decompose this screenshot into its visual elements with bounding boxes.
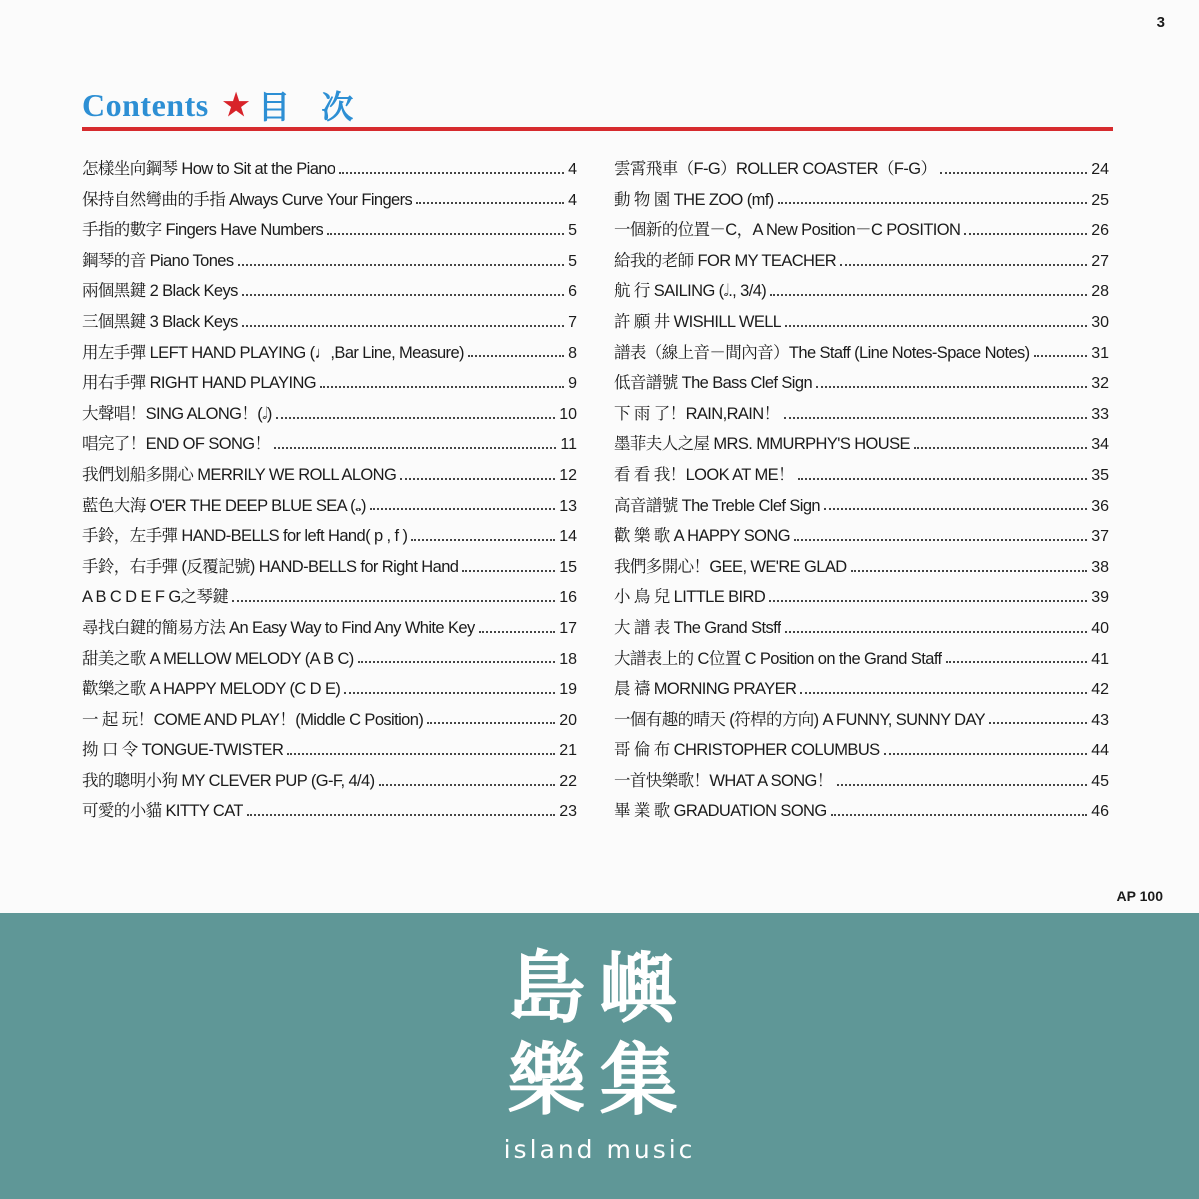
- toc-leader-dots: [800, 691, 1087, 694]
- toc-entry: [614, 797, 1109, 828]
- toc-entry-page: 42: [1091, 681, 1109, 699]
- toc-entry-title: 高音譜號 The Treble Clef Sign: [614, 496, 820, 515]
- toc-leader-dots: [247, 813, 555, 816]
- toc-leader-dots: [1034, 354, 1088, 357]
- toc-leader-dots: [238, 263, 565, 266]
- toc-leader-dots: [274, 446, 556, 449]
- toc-entry-page: 14: [559, 528, 577, 546]
- toc-entry-page: 34: [1091, 436, 1109, 454]
- toc-entry-page: 16: [559, 589, 577, 607]
- toc-leader-dots: [379, 783, 556, 786]
- toc-entry-title: 大 譜 表 The Grand Stsff: [614, 618, 781, 637]
- toc-entry-page: 31: [1091, 344, 1109, 362]
- toc-entry-title: 大聲唱！SING ALONG！(𝅗𝅥): [82, 404, 272, 423]
- toc-entry-title: 譜表（線上音－間內音）The Staff (Line Notes-Space Notes): [614, 343, 1030, 362]
- toc-entry-page: 30: [1091, 313, 1109, 331]
- toc-entry-page: 37: [1091, 528, 1109, 546]
- toc-entry: [82, 339, 577, 370]
- toc-entry: [82, 277, 577, 308]
- toc-entry-page: 32: [1091, 375, 1109, 393]
- toc-leader-dots: [339, 171, 564, 174]
- toc-entry: [82, 797, 577, 828]
- toc-entry-page: 44: [1091, 742, 1109, 760]
- toc-entry-page: 41: [1091, 650, 1109, 668]
- toc-entry-title: 航 行 SAILING (𝅗𝅥., 3/4): [614, 282, 767, 301]
- toc-entry: [614, 675, 1109, 706]
- toc-entry-title: 雲霄飛車（F-G）ROLLER COASTER（F-G）: [614, 160, 937, 178]
- toc-leader-dots: [769, 599, 1087, 602]
- toc-leader-dots: [851, 569, 1088, 572]
- page-number: 3: [1156, 14, 1165, 31]
- toc-leader-dots: [400, 477, 555, 480]
- brand-logo: [0, 943, 1199, 1127]
- toc-entry: [614, 736, 1109, 767]
- toc-leader-dots: [785, 630, 1087, 633]
- logo-line-2: 樂集: [507, 1036, 692, 1126]
- toc-entry-title: 用左手彈 LEFT HAND PLAYING (♩,Bar Line, Measure): [82, 343, 464, 362]
- toc-entry-page: 40: [1091, 619, 1109, 637]
- toc-entry: [82, 614, 577, 645]
- toc-entry: [82, 155, 577, 186]
- toc-entry: [614, 216, 1109, 247]
- toc-entry-page: 38: [1091, 558, 1109, 576]
- toc-entry: [82, 706, 577, 737]
- toc-entry: [614, 706, 1109, 737]
- toc-entry-title: 一個新的位置－C，A New Position－C POSITION: [614, 221, 961, 240]
- brand-tagline: island music: [503, 1135, 696, 1164]
- toc-leader-dots: [468, 354, 564, 357]
- toc-entry: [614, 583, 1109, 614]
- toc-entry: [614, 308, 1109, 339]
- toc-entry-title: 一 起 玩！COME AND PLAY！(Middle C Position): [82, 710, 424, 729]
- logo-line-1: 島嶼: [507, 944, 692, 1034]
- toc-leader-dots: [242, 324, 564, 327]
- toc-entry-page: 33: [1091, 405, 1109, 423]
- toc-entry-title: 鋼琴的音 Piano Tones: [82, 251, 234, 270]
- toc-entry-page: 35: [1091, 466, 1109, 484]
- toc-column-right: [614, 155, 1109, 828]
- toc-leader-dots: [884, 752, 1088, 755]
- toc-entry: [82, 216, 577, 247]
- toc-leader-dots: [914, 446, 1087, 449]
- toc-entry-page: 26: [1091, 222, 1109, 240]
- toc-entry-title: 小 鳥 兒 LITTLE BIRD: [614, 588, 766, 607]
- toc-leader-dots: [479, 630, 556, 633]
- toc-entry: [82, 308, 577, 339]
- toc-leader-dots: [242, 293, 564, 296]
- contents-heading: [82, 82, 363, 128]
- toc-entry: [82, 461, 577, 492]
- toc-entry-page: 24: [1091, 161, 1109, 178]
- toc-leader-dots: [287, 752, 555, 755]
- toc-entry-title: 我們多開心！GEE, WE'RE GLAD: [614, 557, 847, 576]
- toc-entry-page: 17: [559, 619, 577, 637]
- toc-leader-dots: [785, 324, 1087, 327]
- toc-entry: [614, 277, 1109, 308]
- toc-entry-page: 6: [568, 283, 577, 301]
- toc-entry-title: 我的聰明小狗 MY CLEVER PUP (G-F, 4/4): [82, 771, 375, 790]
- toc-entry-title: 拗 口 令 TONGUE-TWISTER: [82, 741, 284, 760]
- toc-entry: [614, 553, 1109, 584]
- toc-entry-title: 大譜表上的 C位置 C Position on the Grand Staff: [614, 649, 942, 668]
- toc-entry: [614, 522, 1109, 553]
- toc-entry-title: 甜美之歌 A MELLOW MELODY (A B C): [82, 649, 354, 668]
- toc-leader-dots: [327, 232, 564, 235]
- toc-entry-title: 歡樂之歌 A HAPPY MELODY (C D E): [82, 680, 341, 699]
- toc-entry: [614, 430, 1109, 461]
- toc-entry-title: 三個黑鍵 3 Black Keys: [82, 312, 238, 331]
- toc-leader-dots: [232, 599, 555, 602]
- toc-entry-page: 36: [1091, 497, 1109, 515]
- toc-leader-dots: [946, 660, 1088, 663]
- toc-entry: [614, 492, 1109, 523]
- toc-leader-dots: [276, 416, 555, 419]
- toc-entry-title: 唱完了！END OF SONG！: [82, 435, 271, 454]
- toc-leader-dots: [964, 232, 1087, 235]
- toc-entry-page: 28: [1091, 283, 1109, 301]
- toc-entry: [614, 155, 1109, 186]
- toc-entry: [82, 583, 577, 614]
- toc-leader-dots: [370, 507, 555, 510]
- toc-entry-page: 13: [559, 497, 577, 515]
- toc-entry-page: 19: [559, 681, 577, 699]
- toc-entry-title: 看 看 我！LOOK AT ME！: [614, 465, 794, 484]
- toc-leader-dots: [989, 721, 1087, 724]
- toc-entry-page: 21: [559, 742, 577, 760]
- toc-entry-page: 23: [559, 803, 577, 821]
- toc-leader-dots: [770, 293, 1087, 296]
- toc-leader-dots: [411, 538, 555, 541]
- toc-leader-dots: [358, 660, 556, 663]
- toc-entry: [614, 339, 1109, 370]
- toc-column-left: [82, 155, 577, 828]
- toc-entry-page: 5: [568, 252, 577, 270]
- toc-leader-dots: [798, 477, 1087, 480]
- toc-entry: [82, 553, 577, 584]
- toc-entry-page: 8: [568, 344, 577, 362]
- contents-title: Contents: [82, 86, 209, 123]
- toc-entry-title: 一首快樂歌！WHAT A SONG！: [614, 771, 833, 790]
- toc-entry: [614, 186, 1109, 217]
- toc-leader-dots: [840, 263, 1087, 266]
- toc-entry-title: 兩個黑鍵 2 Black Keys: [82, 282, 238, 301]
- toc-entry: [614, 369, 1109, 400]
- toc-entry-title: 動 物 園 THE ZOO (mf): [614, 190, 774, 209]
- toc-entry: [82, 430, 577, 461]
- toc-entry: [82, 645, 577, 676]
- toc-entry: [82, 492, 577, 523]
- toc-entry: [82, 247, 577, 278]
- toc-entry-page: 7: [568, 313, 577, 331]
- contents-title-zh: 目 次: [258, 88, 364, 126]
- toc-entry-title: 尋找白鍵的簡易方法 An Easy Way to Find Any White Key: [82, 618, 475, 637]
- toc-entry: [614, 247, 1109, 278]
- toc-entry-page: 22: [559, 772, 577, 790]
- toc-leader-dots: [784, 416, 1088, 419]
- toc-leader-dots: [344, 691, 555, 694]
- toc-entry-page: 12: [559, 466, 577, 484]
- toc-entry-page: 25: [1091, 191, 1109, 209]
- star-icon: ★: [222, 88, 251, 122]
- toc-leader-dots: [831, 813, 1088, 816]
- toc-entry-page: 43: [1091, 711, 1109, 729]
- toc-leader-dots: [824, 507, 1087, 510]
- toc-entry-title: 低音譜號 The Bass Clef Sign: [614, 374, 813, 393]
- toc-entry-title: 我們划船多開心 MERRILY WE ROLL ALONG: [82, 465, 397, 484]
- toc-entry: [82, 675, 577, 706]
- toc-entry-page: 4: [568, 191, 577, 209]
- toc-entry-title: 許 願 井 WISHILL WELL: [614, 312, 782, 331]
- toc-entry-page: 27: [1091, 252, 1109, 270]
- toc-entry-title: 怎樣坐向鋼琴 How to Sit at the Piano: [82, 160, 336, 178]
- toc-entry-title: 歡 樂 歌 A HAPPY SONG: [614, 527, 790, 546]
- toc-entry: [614, 461, 1109, 492]
- toc-entry: [82, 400, 577, 431]
- brand-banner: [0, 913, 1199, 1199]
- toc-entry-title: 哥 倫 布 CHRISTOPHER COLUMBUS: [614, 741, 880, 760]
- toc-entry-title: 手鈴，左手彈 HAND-BELLS for left Hand( p , f ): [82, 527, 408, 546]
- toc-leader-dots: [794, 538, 1087, 541]
- toc-entry: [82, 186, 577, 217]
- toc-entry-title: 藍色大海 O'ER THE DEEP BLUE SEA (𝅝): [82, 496, 366, 515]
- toc-entry-page: 10: [559, 405, 577, 423]
- book-code: AP 100: [1116, 888, 1163, 904]
- toc-entry: [614, 400, 1109, 431]
- toc-entry-page: 4: [568, 161, 577, 178]
- toc-entry-page: 9: [568, 375, 577, 393]
- toc-entry-title: 保持自然彎曲的手指 Always Curve Your Fingers: [82, 190, 413, 209]
- toc-leader-dots: [778, 201, 1088, 204]
- toc-leader-dots: [427, 721, 555, 724]
- toc-entry-title: 用右手彈 RIGHT HAND PLAYING: [82, 374, 317, 393]
- toc-entry-page: 20: [559, 711, 577, 729]
- toc-entry-title: 一個有趣的晴天 (符桿的方向) A FUNNY, SUNNY DAY: [614, 710, 986, 729]
- toc-leader-dots: [816, 385, 1087, 388]
- toc-leader-dots: [837, 783, 1088, 786]
- toc-entry-page: 15: [559, 558, 577, 576]
- toc-entry-page: 5: [568, 222, 577, 240]
- toc-entry-title: 手指的數字 Fingers Have Numbers: [82, 221, 324, 240]
- toc-entry-title: A B C D E F G之琴鍵: [82, 588, 229, 607]
- toc-entry-page: 46: [1091, 803, 1109, 821]
- toc-entry-title: 墨菲夫人之屋 MRS. MMURPHY'S HOUSE: [614, 435, 910, 454]
- toc-entry: [82, 736, 577, 767]
- toc-entry: [614, 614, 1109, 645]
- toc-entry: [614, 767, 1109, 798]
- toc-entry-page: 45: [1091, 772, 1109, 790]
- toc-leader-dots: [940, 171, 1087, 174]
- toc-leader-dots: [462, 569, 555, 572]
- toc-entry-page: 18: [559, 650, 577, 668]
- toc-entry-title: 下 雨 了！RAIN,RAIN！: [614, 404, 780, 423]
- toc-entry-title: 畢 業 歌 GRADUATION SONG: [614, 802, 827, 821]
- toc-leader-dots: [320, 385, 564, 388]
- toc-entry-title: 可愛的小貓 KITTY CAT: [82, 802, 243, 821]
- title-divider: [82, 127, 1113, 131]
- toc-entry: [82, 522, 577, 553]
- toc-entry-page: 11: [560, 436, 577, 454]
- toc-entry-title: 晨 禱 MORNING PRAYER: [614, 680, 797, 699]
- toc-entry-title: 給我的老師 FOR MY TEACHER: [614, 251, 837, 270]
- toc-entry: [614, 645, 1109, 676]
- toc-entry: [82, 369, 577, 400]
- toc-entry: [82, 767, 577, 798]
- toc-leader-dots: [416, 201, 564, 204]
- toc-entry-title: 手鈴，右手彈 (反覆記號) HAND-BELLS for Right Hand: [82, 557, 459, 576]
- toc-entry-page: 39: [1091, 589, 1109, 607]
